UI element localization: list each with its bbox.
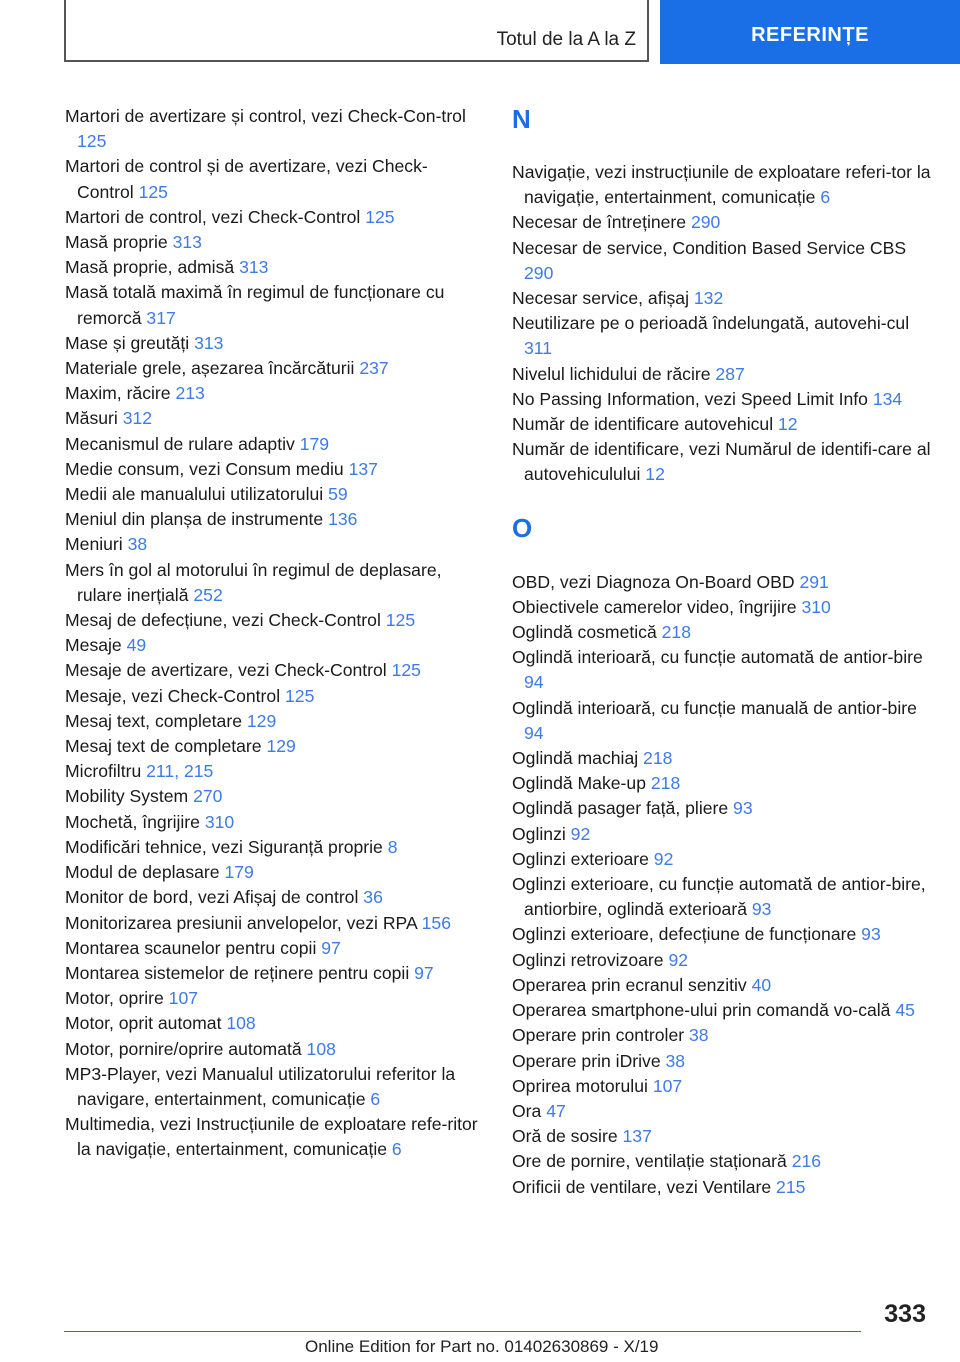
page-reference-link[interactable]: 125 [285,685,315,706]
page-reference-link[interactable]: 215 [776,1176,806,1197]
index-entry-text: Număr de identificare, vezi Numărul de identifi‐care al autovehiculului [512,439,931,485]
page-reference-link[interactable]: 291 [799,571,829,592]
page-reference-link[interactable]: 290 [690,212,721,233]
index-entry-text: Meniul din planșa de instrumente [65,509,324,530]
index-entry [512,872,932,922]
index-entry-text: Mesaj text, completare [65,710,242,731]
index-entry [512,1074,932,1099]
page-reference-link[interactable]: 216 [791,1151,822,1172]
index-entry [512,437,932,487]
index-entry-text: Martori de avertizare și control, vezi Check-Con‐trol [65,106,466,126]
index-entry [512,387,932,412]
page-reference-link[interactable]: 313 [172,232,202,253]
index-entry-text: Nivelul lichidului de răcire [512,363,711,384]
page-reference-link[interactable]: 132 [693,288,724,309]
index-entry-text: Ore de pornire, ventilație staționară [512,1151,787,1172]
index-entry [65,936,480,961]
index-entry [65,1037,480,1062]
index-entry-text: Oră de sosire [512,1126,618,1147]
page-reference-link[interactable]: 38 [689,1025,709,1046]
page-reference-link[interactable]: 137 [348,458,378,479]
page-reference-link[interactable]: 93 [733,798,753,819]
index-entry-text: Oglinzi exterioare, defecțiune de funcționare [512,924,857,945]
index-entry [512,210,932,235]
index-entry-text: Monitorizarea presiunii anvelopelor, vezi RPA [65,912,417,933]
index-entry [65,356,480,381]
page-reference-link[interactable]: 129 [266,736,296,757]
index-entry-text: Masă proprie [65,232,168,253]
page-reference-link[interactable]: 92 [570,823,591,844]
page-reference-link[interactable]: 12 [778,414,798,435]
index-entry [65,784,480,809]
index-entry [65,406,480,431]
index-entry [65,658,480,683]
index-entry [65,684,480,709]
index-entry-text: Mase și greutăți [65,332,190,353]
page-reference-link[interactable]: 156 [421,912,451,933]
page-reference-link[interactable]: 317 [146,307,176,328]
index-entry [512,1049,932,1074]
tab-references[interactable]: REFERINȚE [660,0,960,64]
page-reference-link[interactable]: 6 [391,1139,402,1160]
index-entry [512,645,932,695]
index-entry [512,696,932,746]
index-entry [65,532,480,557]
page-reference-link[interactable]: 218 [643,748,673,769]
index-entry-text: Medie consum, vezi Consum mediu [65,458,344,479]
index-entry [512,620,932,645]
index-entry-text: Mobility System [65,786,189,807]
index-entry-text: Mesaj de defecțiune, vezi Check-Control [65,610,381,631]
page-reference-link[interactable]: 92 [653,848,674,869]
index-entry [512,595,932,620]
index-entry-text: Microfiltru [65,761,142,782]
index-entry [65,608,480,633]
index-entry [65,331,480,356]
page-reference-link[interactable]: 312 [122,408,153,429]
index-entry [512,948,932,973]
index-entry-text: Oglindă Make-up [512,773,646,794]
index-entry-text: Oglindă interioară, cu funcție automată de antior‐bire [512,647,923,668]
page-reference-link[interactable]: 125 [385,610,416,631]
index-entry-text: MP3-Player, vezi Manualul utilizatorului referitor la navigare, entertainment, comunicație [65,1063,456,1109]
index-entry-text: Motor, oprit automat [65,1013,222,1034]
index-entry [65,154,480,204]
section-o-entries [512,570,932,1200]
page-reference-link[interactable]: 93 [751,899,772,920]
page-reference-link[interactable]: 310 [204,811,235,832]
index-entry-text: Mecanismul de rulare adaptiv [65,433,295,454]
index-entry-text: Motor, pornire/oprire automată [65,1038,302,1059]
index-entry [512,1149,932,1174]
index-entry [512,362,932,387]
index-entry [65,885,480,910]
index-entry-text: Necesar de întreținere [512,212,687,233]
index-entry-text: Montarea sistemelor de reținere pentru copii [65,962,410,983]
index-entry-text: Operare prin iDrive [512,1050,661,1071]
index-entry [512,311,932,361]
index-entry-text: Orificii de ventilare, vezi Ventilare [512,1176,772,1197]
index-entry-text: Mesaj text de completare [65,736,262,757]
index-entry [65,835,480,860]
index-column-right [512,104,932,1200]
page-reference-link[interactable]: 213 [175,383,205,404]
index-entry-text: Operare prin controler [512,1025,685,1046]
index-entry-text: Monitor de bord, vezi Afișaj de control [65,887,359,908]
page-reference-link[interactable]: 237 [359,358,389,379]
section-letter-o: O [512,512,533,543]
page-reference-link[interactable]: 47 [546,1100,566,1121]
index-entry-text: Oglinzi retrovizoare [512,949,664,970]
page-reference-link[interactable]: 179 [299,433,330,454]
index-entry-text: Mesaje de avertizare, vezi Check-Control [65,660,387,681]
page-reference-link[interactable]: 6 [370,1088,381,1109]
page-reference-link[interactable]: 107 [652,1075,683,1096]
index-entry-text: Ora [512,1100,542,1121]
index-entry [512,822,932,847]
index-entry-text: Neutilizare pe o perioadă îndelungată, autovehi‐cul [512,313,910,334]
index-entry-text: Martori de control și de avertizare, vezi Check-Control [65,156,428,202]
index-entry [65,104,480,154]
page-reference-link[interactable]: 125 [391,660,421,681]
index-entry-text: Motor, oprire [65,988,164,1009]
index-entry [512,796,932,821]
index-entry [65,709,480,734]
index-entry-text: Multimedia, vezi Instrucțiunile de exploatare refe‐ritor la navigație, entertainment, comunicație [65,1114,478,1160]
page-reference-link[interactable]: 125 [365,206,395,227]
index-entry [512,746,932,771]
index-entry [512,1099,932,1124]
index-entry-text: Necesar de service, Condition Based Service CBS [512,237,907,258]
page-reference-link[interactable]: 270 [193,786,223,807]
page-reference-link[interactable]: 8 [387,836,398,857]
index-entry [65,432,480,457]
index-entry-text: Oglindă pasager față, pliere [512,798,729,819]
index-entry [65,986,480,1011]
page-reference-link[interactable]: 310 [801,596,831,617]
page-reference-link[interactable]: 179 [224,862,254,883]
page-reference-link[interactable]: 59 [328,484,348,505]
index-entry [65,255,480,280]
index-entry [512,412,932,437]
page-reference-link[interactable]: 129 [246,710,277,731]
index-entry [512,160,932,210]
index-entry-text: Mers în gol al motorului în regimul de deplasare, rulare inerțială [65,559,442,605]
index-entry [512,847,932,872]
page-reference-link[interactable]: 97 [321,937,341,958]
index-entry-text: No Passing Information, vezi Speed Limit Info [512,388,868,409]
index-entry-text: Mochetă, îngrijire [65,811,200,832]
page-number: 333 [884,1300,926,1328]
index-entry-text: Martori de control, vezi Check-Control [65,206,361,227]
page-reference-link[interactable]: 218 [661,622,691,643]
index-entry-text: Măsuri [65,408,118,429]
index-entry-text: Oprirea motorului [512,1075,648,1096]
index-entry-text: Oglindă cosmetică [512,622,657,643]
index-entry-text: Oglindă interioară, cu funcție manuală de antior‐bire [512,697,917,718]
page-reference-link[interactable]: 36 [363,887,383,908]
index-entry [65,381,480,406]
index-entry-text: Modul de deplasare [65,862,220,883]
index-entry [512,236,932,286]
page-reference-link[interactable]: 12 [645,464,665,485]
index-entry-text: Operarea prin ecranul senzitiv [512,974,747,995]
index-entry [512,771,932,796]
page-reference-link[interactable]: 94 [524,722,544,743]
index-entry-text: Montarea scaunelor pentru copii [65,937,317,958]
index-entry-text: Oglindă machiaj [512,748,639,769]
page-reference-link[interactable]: 97 [414,962,434,983]
index-entry-text: Modificări tehnice, vezi Siguranță proprie [65,836,383,857]
index-entry-text: Materiale grele, așezarea încărcăturii [65,358,355,379]
page-reference-link[interactable]: 38 [665,1050,686,1071]
page-reference-link[interactable]: 137 [622,1126,652,1147]
page-reference-link[interactable]: 38 [127,534,148,555]
index-entry [512,1175,932,1200]
page-reference-link[interactable]: 125 [138,181,168,202]
index-entry-text: Mesaje [65,635,122,656]
page-reference-link[interactable]: 211, 215 [146,761,214,782]
index-entry-text: Maxim, răcire [65,383,171,404]
page-reference-link[interactable]: 107 [168,988,199,1009]
page-reference-link[interactable]: 252 [193,584,223,605]
page-reference-link[interactable]: 93 [861,924,881,945]
index-entry [512,286,932,311]
index-entry-text: Oglinzi exterioare [512,848,649,869]
index-entry [65,860,480,885]
index-entry-text: Oglinzi exterioare, cu funcție automată de antior‐bire, antiorbire, oglindă exterioară [512,874,926,920]
index-entry-text: Obiectivele camerelor video, îngrijire [512,596,797,617]
index-column-left [65,104,480,1163]
footer-edition-text: Online Edition for Part no. 01402630869 - X/19 [305,1337,659,1356]
page-reference-link[interactable]: 134 [872,388,903,409]
index-entry-text: Număr de identificare autovehicul [512,414,774,435]
index-entry-text: Operarea smartphone-ului prin comandă vo‐cală [512,1000,891,1021]
index-entry [65,961,480,986]
page-reference-link[interactable]: 45 [895,1000,915,1021]
page-reference-link[interactable]: 125 [77,131,107,152]
index-entry [512,1124,932,1149]
index-entry [65,482,480,507]
page-reference-link[interactable]: 218 [650,773,681,794]
index-entry [65,1011,480,1036]
index-entry [512,922,932,947]
index-entry-text: Oglinzi [512,823,566,844]
index-entry-text: Masă totală maximă în regimul de funcționare cu remorcă [65,282,445,328]
page-reference-link[interactable]: 92 [668,949,689,970]
index-entry [65,457,480,482]
page-reference-link[interactable]: 287 [715,363,745,384]
index-entry [512,998,932,1023]
index-entry [65,633,480,658]
index-entry-text: Medii ale manualului utilizatorului [65,484,324,505]
page-reference-link[interactable]: 290 [524,262,554,283]
page-reference-link[interactable]: 6 [820,187,831,208]
index-entry-text: Navigație, vezi instrucțiunile de exploatare referi‐tor la navigație, entertainment, comunicație [512,162,931,208]
page-reference-link[interactable]: 311 [524,338,553,359]
page-reference-link[interactable]: 108 [306,1038,336,1059]
section-title: Totul de la A la Z [496,29,636,50]
footer-divider [64,1331,861,1332]
index-entry-text: Meniuri [65,534,123,555]
page-reference-link[interactable]: 136 [328,509,358,530]
section-n-entries [512,160,932,488]
page-reference-link[interactable]: 94 [524,672,544,693]
index-entry [65,280,480,330]
index-entry-text: OBD, vezi Diagnoza On-Board OBD [512,571,795,592]
index-entry-text: Mesaje, vezi Check-Control [65,685,281,706]
index-entry [512,973,932,998]
index-entry [65,1062,480,1112]
page-reference-link[interactable]: 40 [751,974,772,995]
index-entry-text: Necesar service, afișaj [512,288,689,309]
page-reference-link[interactable]: 313 [239,257,269,278]
index-entry [65,911,480,936]
index-entry [65,810,480,835]
footer-edition [305,1337,658,1357]
page-reference-link[interactable]: 108 [226,1013,256,1034]
page-reference-link[interactable]: 313 [194,332,224,353]
index-entry [65,507,480,532]
index-entry [65,759,480,784]
index-entry [512,570,932,595]
section-letter-n: N [512,104,531,134]
index-entry [65,558,480,608]
index-entry-text: Masă proprie, admisă [65,257,235,278]
index-entry [65,734,480,759]
index-entry [65,205,480,230]
page-reference-link[interactable]: 49 [126,635,147,656]
index-entry [512,1023,932,1048]
index-entry [65,1112,480,1162]
index-entry [65,230,480,255]
